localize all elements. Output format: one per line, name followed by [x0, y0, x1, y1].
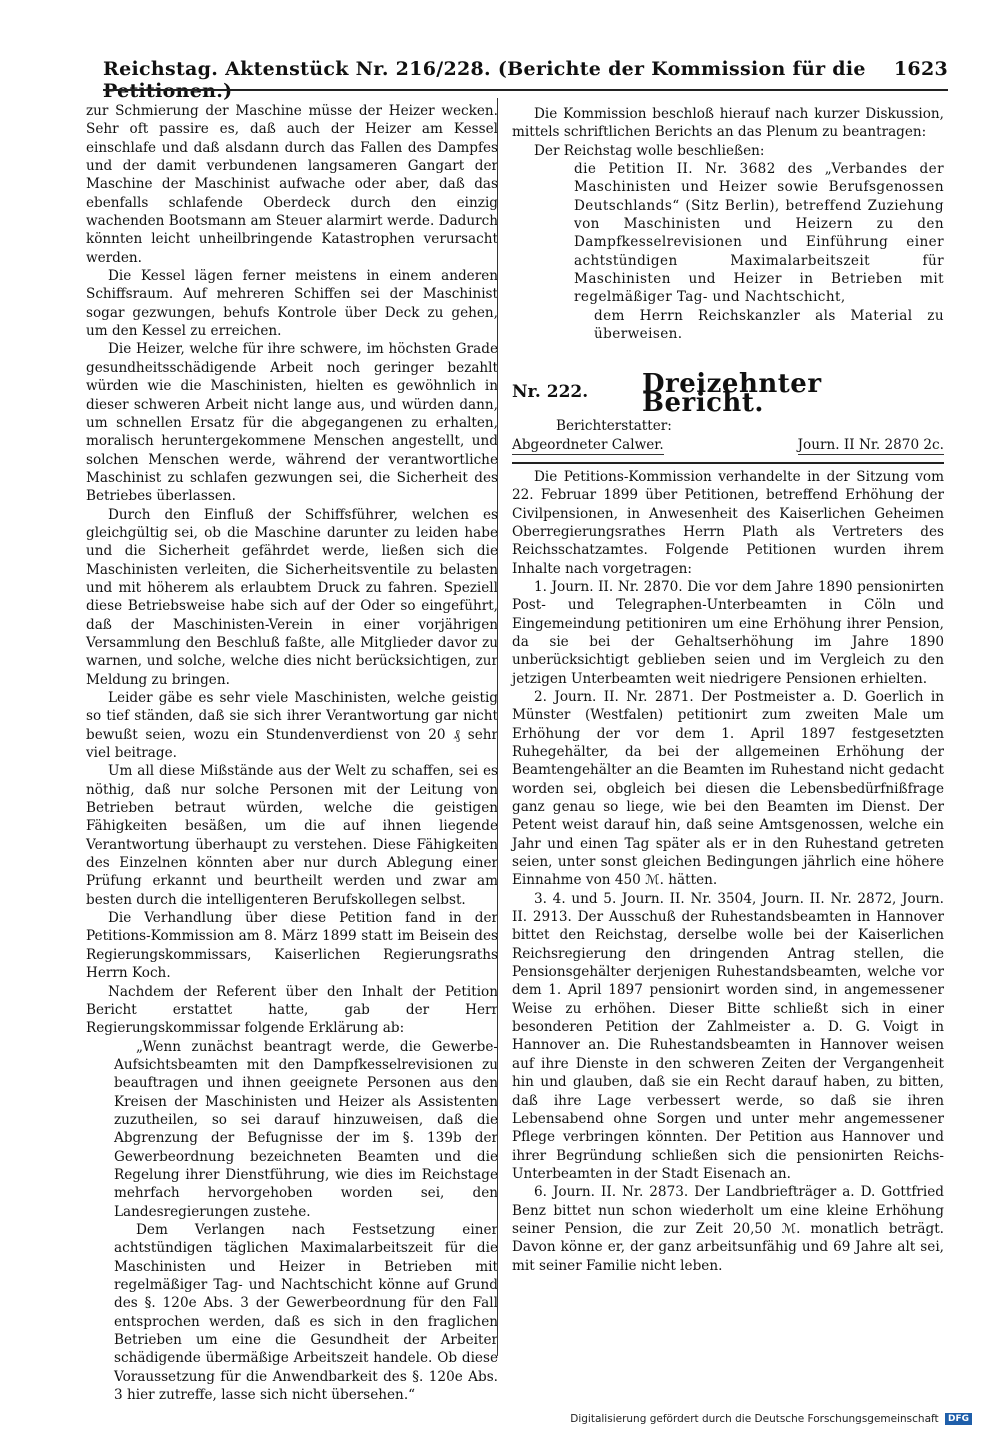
- page-number: 1623: [893, 58, 948, 80]
- paragraph: Die Petitions-Kommission verhandelte in der Sitzung vom 22. Februar 1899 über Petitionen, betreffend Erhöhung der Civilpensionen, in Anwesenheit des Kaiserlichen Geheimen Oberregierungsrathes Herrn Plath als Vertreters des Reichsschatzamtes. Folgende Petitionen wurden ihrem Inhalte nach vorgetragen:: [512, 468, 944, 577]
- paragraph: 2. Journ. II. Nr. 2871. Der Postmeister a. D. Goerlich in Münster (Westfalen) petitionirt zum zweiten Male um Erhöhung der vor dem 1. April 1897 festgesetzten Ruhegehälter, da bei der allgemeinen Erhöhung der Beamtengehälter an die Beamten im Ruhestand nicht gedacht worden sei, obgleich bei diesen die Lebensbedürfnißfrage ganz genau so liege, wie bei den Beamten im Dienst. Der Petent weist darauf hin, daß seine Amtsgenossen, welche ein Jahr und einen Tag später als er in den Ruhestand getreten seien, unter sonst gleichen Bedingungen jährlich eine höhere Einnahme von 450 ℳ. hätten.: [512, 688, 944, 889]
- paragraph: Durch den Einfluß der Schiffsführer, welchen es gleichgültig sei, ob die Maschine darunter zu leiden habe und die Sicherheit gefährdet werde, ließen sich die Maschinisten verleiten, die Sicherheitsventile zu belasten und mit höherem als erlaubtem Druck zu fahren. Speziell diese Betriebsweise habe sich auf der Oder so eingeführt, daß der Maschinisten-Verein in einer vorjährigen Versammlung den Beschluß faßte, alle Mitglieder davor zu warnen, und solche, welche dies nicht berücksichtigen, zur Meldung zu bringen.: [86, 506, 498, 688]
- column-divider: [497, 98, 498, 1356]
- motion-heading: Der Reichstag wolle beschließen:: [534, 142, 765, 159]
- paragraph: Die Kommission beschloß hierauf nach kurzer Diskussion, mittels schriftlichen Berichts an das Plenum zu beantragen:: [512, 106, 944, 141]
- right-column: [512, 105, 944, 1275]
- quoted-statement: Dem Verlangen nach Festsetzung einer achtstündigen täglichen Maximalarbeitszeit für die Maschinisten und Heizer in Betrieben mit regelmäßiger Tag- und Nachtschicht könne auf Grund des §. 120e Abs. 3 der Gewerbeordnung für den Fall entsprochen werden, daß es sich in den fraglichen Betrieben um eine die Gesundheit der Arbeiter schädigende übermäßige Arbeitszeit handele. Ob diese Voraussetzung für die Anwendbarkeit des §. 120e Abs. 3 hier zutreffe, lasse sich nicht übersehen.“: [114, 1221, 498, 1404]
- journal-reference: Journ. II Nr. 2870 2c.: [798, 436, 944, 455]
- reporter-name: Abgeordneter Calwer.: [512, 436, 664, 455]
- paragraph: Leider gäbe es sehr viele Maschinisten, welche geistig so tief ständen, daß sie sich ihrer Verantwortung gar nicht bewußt seien, wozu ein Stundenverdienst von 20 ₰ sehr viel beitrage.: [86, 690, 498, 762]
- paragraph: 3. 4. und 5. Journ. II. Nr. 3504, Journ. II. Nr. 2872, Journ. II. 2913. Der Ausschuß der Ruhestandsbeamten in Hannover bittet den Reichstag, derselbe wolle bei der Kaiserlichen Reichsregierung den dringenden Antrag stellen, die Pensionsgehälter derjenigen Ruhestandsbeamten, welche vor dem 1. April 1897 pensionirt worden sind, in angemessener Weise zu erhöhen. Dieser Bitte schließt sich in einer besonderen Petition der Zahlmeister a. D. G. Voigt in Hannover an. Die Ruhestandsbeamten in Hannover weisen auf ihre Dienste in den schweren Zeiten der Vergangenheit hin und glauben, daß sie ein Recht darauf haben, zu bitten, daß ihre Lage verbessert werde, so daß sie ihren Lebensabend ohne Sorgen und unter mehr angemessener Pflege verbringen könnten. Der Petition aus Hannover und ihrer Begründung schließen sich die pensionirten Reichs-Unterbeamten in der Stadt Eisenach an.: [512, 890, 944, 1182]
- dfg-logo-icon: DFG: [945, 1413, 972, 1425]
- reporter-label: Berichterstatter:: [556, 418, 672, 435]
- report-heading: [512, 369, 944, 417]
- paragraph: Die Verhandlung über diese Petition fand in der Petitions-Kommission am 8. März 1899 statt im Beisein des Regierungskommissars, Kaiserlichen Regierungsraths Herrn Koch.: [86, 910, 498, 982]
- reporter-line: [512, 436, 944, 456]
- quoted-statement: „Wenn zunächst beantragt werde, die Gewerbe-Aufsichtsbeamten mit den Dampfkesselrevisionen zu beauftragen und ihnen geeignete Personen aus den Kreisen der Maschinisten und Heizer als Assistenten zuzutheilen, so sei darauf hinzuweisen, daß die Abgrenzung der Befugnisse der im §. 139b der Gewerbeordnung bezeichneten Beamten und die Regelung ihrer Dienstführung, wie dies im Reichstage mehrfach hervorgehoben worden sei, den Landesregierungen zustehe.: [114, 1038, 498, 1220]
- motion-conclusion: dem Herrn Reichskanzler als Material zu überweisen.: [594, 307, 944, 343]
- left-column: [86, 102, 498, 1404]
- credit-text: Digitalisierung gefördert durch die Deutsche Forschungsgemeinschaft: [570, 1413, 939, 1425]
- paragraph: Nachdem der Referent über den Inhalt der Petition Bericht erstattet hatte, gab der Herr Regierungskommissar folgende Erklärung ab:: [86, 983, 498, 1037]
- header-rule: [103, 89, 948, 91]
- running-header: [103, 58, 948, 102]
- paragraph: Die Heizer, welche für ihre schwere, im höchsten Grade gesundheitsschädigende Arbeit noch geringer bezahlt würden wie die Maschinisten, hielten es gewöhnlich in dieser schweren Arbeit nicht lange aus, und würden dann, um schnellen Ersatz für die abgegangenen zu erhalten, moralisch heruntergekommene Menschen angestellt, und solchen Menschen werde, während der verantwortliche Maschinist zu schlafen gezwungen sei, die Sicherheit des Betriebes überlassen.: [86, 341, 498, 505]
- digitization-credit: [570, 1413, 972, 1427]
- report-number: Nr. 222.: [512, 382, 589, 403]
- report-title: Dreizehnter Bericht.: [642, 369, 822, 418]
- paragraph: 6. Journ. II. Nr. 2873. Der Landbriefträger a. D. Gottfried Benz bittet nun schon wiederholt um eine kleine Erhöhung seiner Pension, die zur Zeit 20,50 ℳ. monatlich beträgt. Davon könne er, der ganz arbeitsunfähig und 69 Jahre alt sei, mit seiner Familie nicht leben.: [512, 1184, 944, 1274]
- paragraph: Um all diese Mißstände aus der Welt zu schaffen, sei es nöthig, daß nur solche Personen mit der Leitung von Betrieben betraut würden, welche die geistigen Fähigkeiten besäßen, um die auf ihnen liegende Verantwortung überhaupt zu verstehen. Diese Fähigkeiten des Einzelnen könnten aber nur durch Ablegung einer Prüfung erkannt und beurtheilt werden und zwar am besten durch die intelligenteren Berufskollegen selbst.: [86, 763, 498, 908]
- paragraph: zur Schmierung der Maschine müsse der Heizer wecken. Sehr oft passire es, daß auch der Heizer am Kessel einschlafe und daß alsdann durch das Fallen des Dampfes und der damit verbundenen langsameren Gangart der Maschine der Maschinist aufwache oder aber, daß das ebenfalls schlafende Oberdeck durch den einzig wachenden Bootsmann am Steuer alarmirt werde. Dadurch könnten leicht unheilbringende Katastrophen verursacht werden.: [86, 103, 498, 266]
- paragraph: Die Kessel lägen ferner meistens in einem anderen Schiffsraum. Auf mehreren Schiffen sei der Maschinist sogar gezwungen, behufs Kontrole über Deck zu gehen, um den Kessel zu erreichen.: [86, 268, 498, 340]
- section-rule: [512, 462, 944, 464]
- paragraph: 1. Journ. II. Nr. 2870. Die vor dem Jahre 1890 pensionirten Post- und Telegraphen-Unterbeamten in Cöln und Eingemeindung petitioniren um eine Erhöhung ihrer Pension, da sie bei der Gehaltserhöhung im Jahre 1890 unberücksichtigt geblieben seien und im Vergleich zu den jetzigen Unterbeamten weit niedrigere Pensionen erhielten.: [512, 578, 944, 687]
- motion-text: die Petition II. Nr. 3682 des „Verbandes der Maschinisten und Heizer sowie Berufsgenossen Deutschlands“ (Sitz Berlin), betreffend Zuziehung von Maschinisten und Heizern zu den Dampfkesselrevisionen und Einführung einer achtstündigen Maximalarbeitszeit für Maschinisten und Heizer in Betrieben mit regelmäßiger Tag- und Nachtschicht,: [574, 161, 944, 306]
- header-title: Reichstag. Aktenstück Nr. 216/228. (Berichte der Kommission für die Petitionen.): [103, 58, 866, 102]
